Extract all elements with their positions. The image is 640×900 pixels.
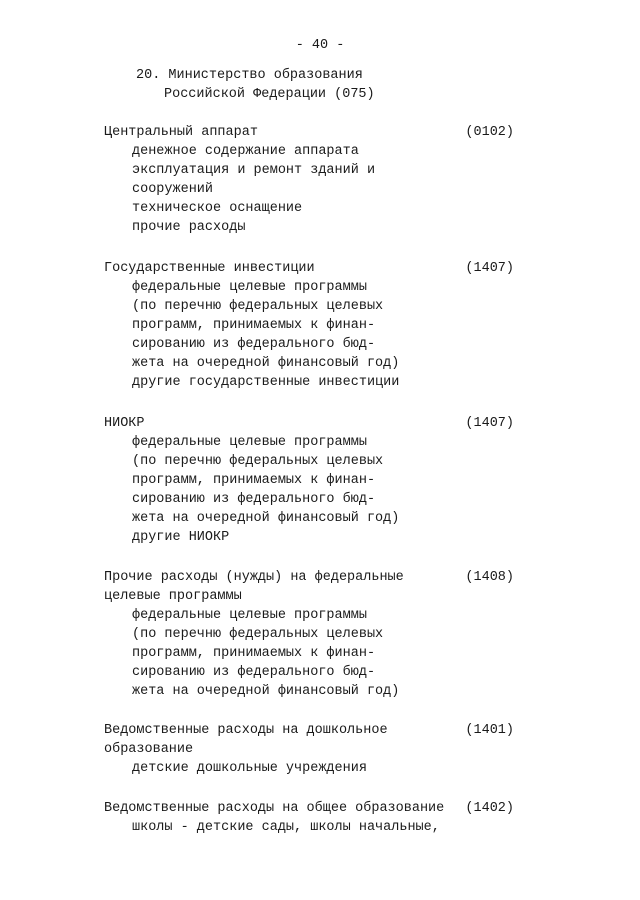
section-item: прочие расходы [132, 220, 246, 235]
section-code: (1407) [465, 416, 514, 431]
section-code: (1408) [465, 570, 514, 585]
section-item: другие НИОКР [132, 530, 230, 545]
section-item: (по перечню федеральных целевых [132, 299, 384, 314]
section-item: сооружений [132, 182, 214, 197]
section-item: (по перечню федеральных целевых [132, 627, 384, 642]
ministry-heading-line-2: Российской Федерации (075) [164, 87, 375, 102]
section-title: Ведомственные расходы на дошкольное [104, 723, 388, 738]
section-item: жета на очередной финансовый год) [132, 356, 400, 371]
section-item: программ, принимаемых к финан- [132, 318, 376, 333]
section-title: Центральный аппарат [104, 125, 258, 140]
section-title: целевые программы [104, 589, 242, 604]
section-title: образование [104, 742, 194, 757]
section-item: жета на очередной финансовый год) [132, 511, 400, 526]
section-code: (0102) [465, 125, 514, 140]
budget-section-general-education [104, 799, 524, 837]
section-title: НИОКР [104, 416, 145, 431]
section-code: (1402) [465, 801, 514, 816]
section-item: жета на очередной финансовый год) [132, 684, 400, 699]
ministry-heading [136, 66, 375, 104]
section-item: эксплуатация и ремонт зданий и [132, 163, 376, 178]
budget-section-preschool [104, 721, 524, 778]
section-item: сированию из федерального бюд- [132, 492, 376, 507]
budget-section-central-apparatus [104, 123, 524, 237]
budget-section-state-investments [104, 259, 524, 392]
section-item: сированию из федерального бюд- [132, 337, 376, 352]
section-item: денежное содержание аппарата [132, 144, 359, 159]
section-code: (1401) [465, 723, 514, 738]
section-title: Государственные инвестиции [104, 261, 315, 276]
section-title: Ведомственные расходы на общее образование [104, 801, 445, 816]
section-item: федеральные целевые программы [132, 435, 367, 450]
section-item: школы - детские сады, школы начальные, [132, 820, 440, 835]
ministry-heading-line-1: 20. Министерство образования [136, 68, 363, 83]
section-item: сированию из федерального бюд- [132, 665, 376, 680]
section-code: (1407) [465, 261, 514, 276]
section-item: федеральные целевые программы [132, 280, 367, 295]
section-item: техническое оснащение [132, 201, 303, 216]
section-item: программ, принимаемых к финан- [132, 473, 376, 488]
section-title: Прочие расходы (нужды) на федеральные [104, 570, 404, 585]
section-item: федеральные целевые программы [132, 608, 367, 623]
section-item: (по перечню федеральных целевых [132, 454, 384, 469]
budget-section-other-expenses [104, 568, 524, 701]
section-item: программ, принимаемых к финан- [132, 646, 376, 661]
page-number: - 40 - [295, 38, 345, 53]
section-item: детские дошкольные учреждения [132, 761, 367, 776]
budget-section-niokr [104, 414, 524, 547]
section-item: другие государственные инвестиции [132, 375, 400, 390]
